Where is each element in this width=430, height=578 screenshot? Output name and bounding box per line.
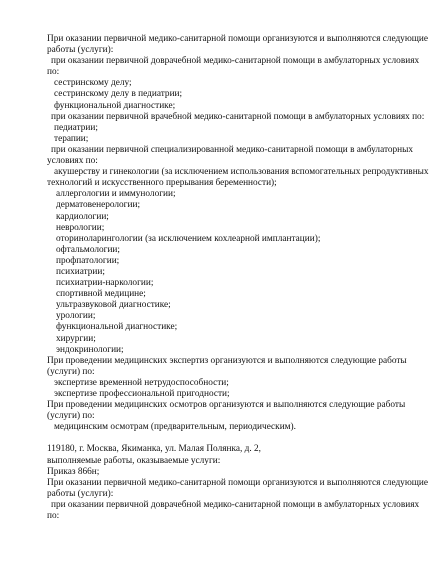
text-line: функциональной диагностике; [54, 100, 176, 111]
text-line: ультразвуковой диагностике; [56, 300, 171, 311]
text-line: (услуги) по: [47, 366, 95, 377]
text-line: Приказ 866н; [47, 466, 100, 477]
text-line: экспертизе профессиональной пригодности; [54, 389, 230, 399]
text-line: при оказании первичной специализированной медико-санитарной помощи в амбулаторных [51, 144, 414, 155]
text-line: При проведении медицинских экспертиз организуются и выполняются следующие работы [47, 355, 407, 366]
text-line: психиатрии-наркологии; [56, 278, 154, 289]
text-line: эндокринологии; [56, 344, 124, 355]
text-line: педиатрии; [54, 122, 98, 133]
text-line: 119180, г. Москва, Якиманка, ул. Малая Полянка, д. 2, [47, 444, 261, 455]
text-line: При оказании первичной медико-санитарной помощи организуются и выполняются следующие [47, 477, 429, 488]
text-line: оториноларингологии (за исключением кохлеарной имплантации); [56, 233, 321, 244]
text-line: профпатологии; [56, 255, 120, 266]
text-line: урологии; [56, 311, 96, 322]
text-line: аллергологии и иммунологии; [56, 189, 176, 200]
text-line: по: [47, 511, 60, 522]
text-line: при оказании первичной врачебной медико-санитарной помощи в амбулаторных условиях по: [51, 111, 425, 122]
text-line: спортивной медицине; [56, 289, 146, 300]
text-line: выполняемые работы, оказываемые услуги: [47, 455, 221, 466]
text-line: терапии; [54, 133, 89, 144]
text-line: При оказании первичной медико-санитарной помощи организуются и выполняются следующие [47, 34, 429, 44]
text-line: экспертизе временной нетрудоспособности; [54, 377, 229, 388]
text-line: хирургии; [56, 333, 96, 344]
text-line: медицинским осмотрам (предварительным, периодическим). [54, 422, 296, 433]
text-line: при оказании первичной доврачебной медико-санитарной помощи в амбулаторных условиях [51, 499, 420, 510]
text-line: неврологии; [56, 222, 105, 233]
text-line: (услуги) по: [47, 411, 95, 422]
text-line: акушерству и гинекологии (за исключением использования вспомогательных репродуктивных [54, 167, 429, 178]
text-line: функциональной диагностике; [56, 322, 178, 333]
text-line: при оказании первичной доврачебной медико-санитарной помощи в амбулаторных условиях [51, 56, 420, 67]
text-line: При проведении медицинских осмотров организуются и выполняются следующие работы [47, 400, 406, 411]
text-line: условиях по: [47, 156, 98, 167]
text-line: психиатрии; [56, 266, 105, 277]
blank-line [47, 433, 417, 444]
text-line: офтальмологии; [56, 244, 120, 255]
text-line: по: [47, 67, 60, 78]
document-body [47, 34, 429, 522]
text-line: работы (услуги): [47, 45, 114, 56]
text-line: сестринскому делу в педиатрии; [54, 89, 183, 100]
text-line: работы (услуги): [47, 488, 114, 499]
text-line: кардиологии; [56, 211, 109, 222]
text-line: технологий и искусственного прерывания беременности); [47, 178, 277, 189]
text-line: сестринскому делу; [54, 78, 132, 89]
text-line: дерматовенерологии; [56, 200, 141, 211]
